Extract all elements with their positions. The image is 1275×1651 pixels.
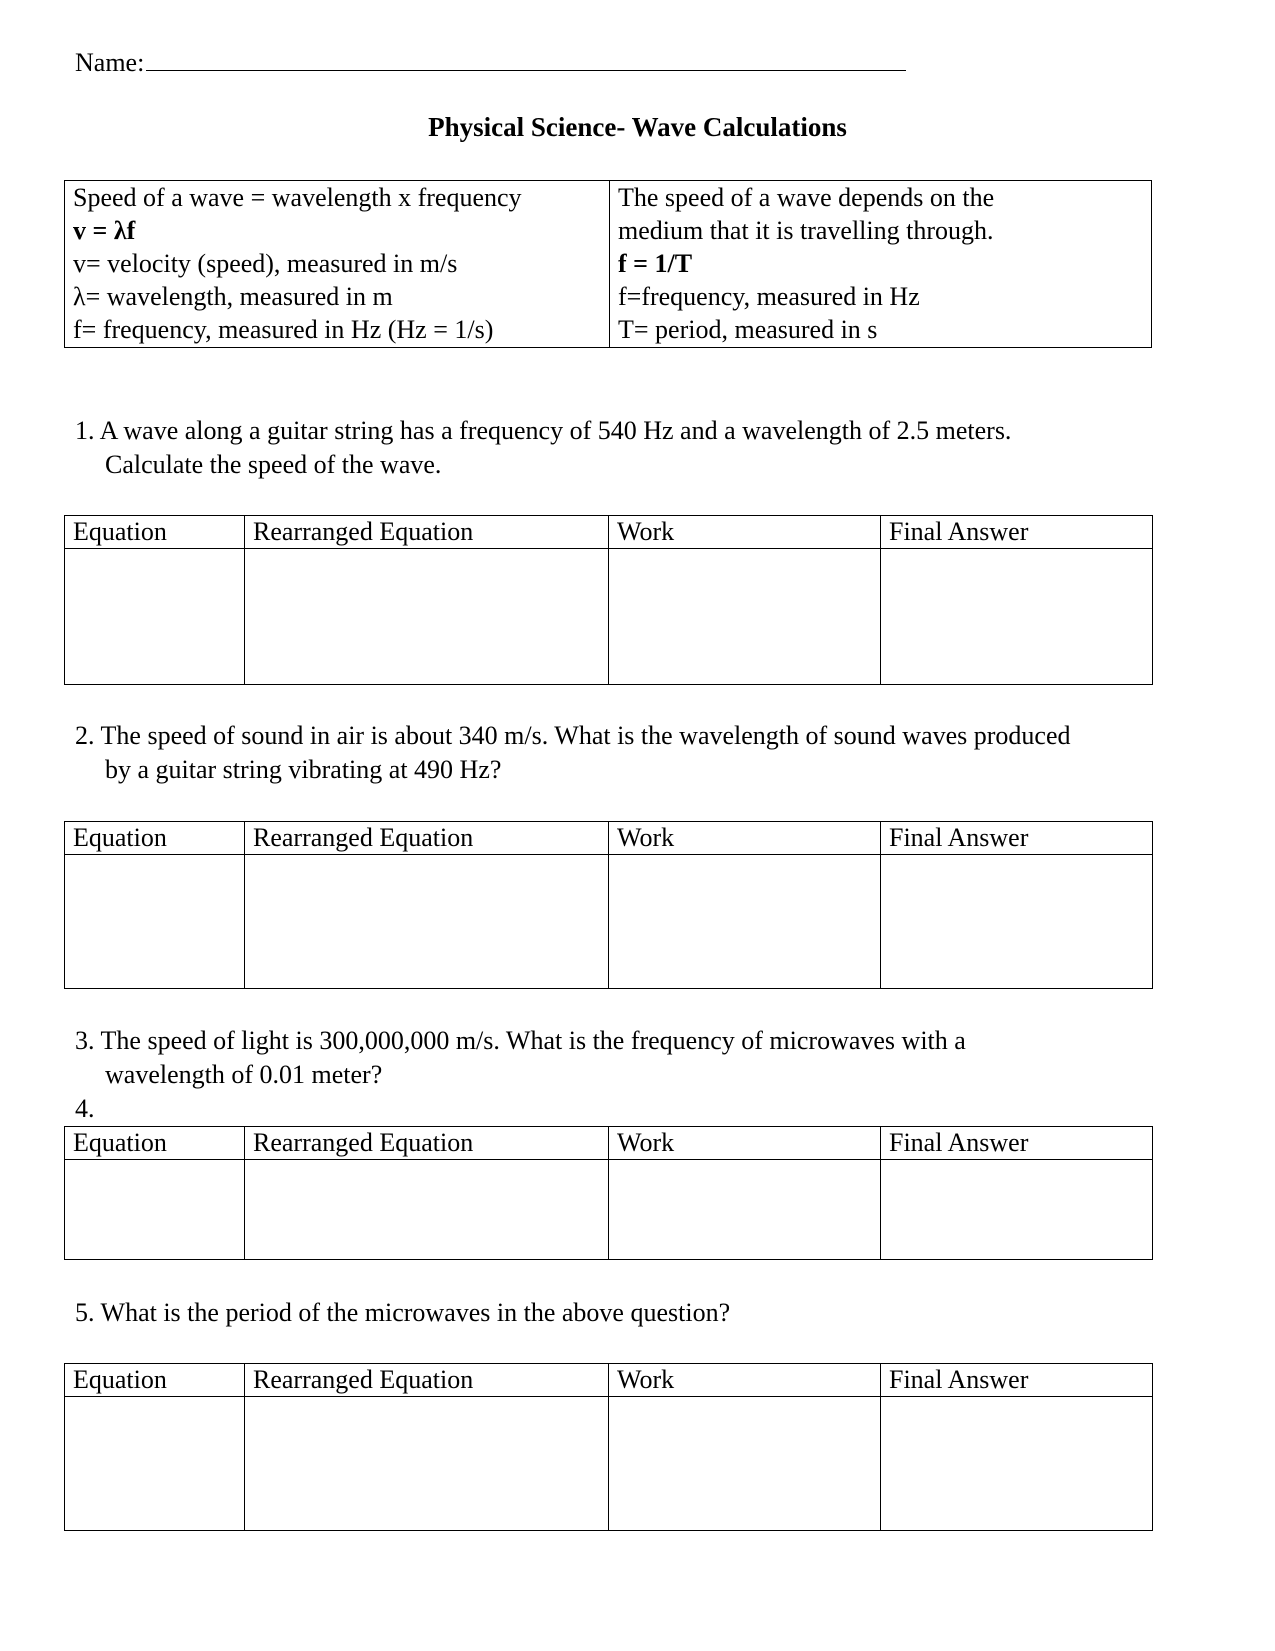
cell-rearranged-equation[interactable]	[245, 1397, 609, 1531]
formula-column-left	[65, 181, 610, 347]
question-1	[75, 414, 1225, 482]
question-text: 3. The speed of light is 300,000,000 m/s. What is the frequency of microwaves with a	[75, 1026, 966, 1055]
cell-equation[interactable]	[65, 1397, 245, 1531]
header-equation: Equation	[65, 822, 245, 855]
header-work: Work	[609, 822, 881, 855]
cell-rearranged-equation[interactable]	[245, 855, 609, 989]
question-text: 2. The speed of sound in air is about 340 m/s. What is the wavelength of sound waves produced	[75, 721, 1071, 750]
name-field[interactable]	[75, 44, 906, 78]
page-title: Physical Science- Wave Calculations	[428, 112, 847, 142]
cell-rearranged-equation[interactable]	[245, 549, 609, 685]
cell-final-answer[interactable]	[881, 1160, 1153, 1260]
header-final-answer: Final Answer	[881, 1127, 1153, 1160]
header-rearranged-equation: Rearranged Equation	[245, 516, 609, 549]
question-text: Calculate the speed of the wave.	[105, 450, 442, 479]
header-final-answer: Final Answer	[881, 516, 1153, 549]
formula-column-right	[610, 181, 1151, 347]
formula-line: λ= wavelength, measured in m	[73, 282, 393, 311]
question-2	[75, 719, 1225, 787]
cell-work[interactable]	[609, 855, 881, 989]
formula-line: medium that it is travelling through.	[618, 216, 994, 245]
question-5	[75, 1296, 1225, 1330]
header-equation: Equation	[65, 1364, 245, 1397]
header-work: Work	[609, 1364, 881, 1397]
cell-final-answer[interactable]	[881, 549, 1153, 685]
question-3	[75, 1024, 1225, 1126]
formula-line: f= frequency, measured in Hz (Hz = 1/s)	[73, 315, 494, 344]
formula-reference-box	[64, 180, 1152, 348]
header-rearranged-equation: Rearranged Equation	[245, 1127, 609, 1160]
header-rearranged-equation: Rearranged Equation	[245, 1364, 609, 1397]
formula-line: The speed of a wave depends on the	[618, 183, 995, 212]
formula-line: T= period, measured in s	[618, 315, 878, 344]
cell-final-answer[interactable]	[881, 855, 1153, 989]
question-text: 1. A wave along a guitar string has a frequency of 540 Hz and a wavelength of 2.5 meters.	[75, 416, 1012, 445]
header-rearranged-equation: Rearranged Equation	[245, 822, 609, 855]
name-label: Name:	[75, 48, 145, 77]
answer-table-4	[64, 1363, 1153, 1531]
cell-work[interactable]	[609, 549, 881, 685]
cell-work[interactable]	[609, 1397, 881, 1531]
name-blank-line[interactable]	[146, 44, 906, 71]
answer-table-3	[64, 1126, 1153, 1260]
formula-equation-speed: v = λf	[73, 216, 136, 245]
header-work: Work	[609, 1127, 881, 1160]
cell-final-answer[interactable]	[881, 1397, 1153, 1531]
cell-rearranged-equation[interactable]	[245, 1160, 609, 1260]
question-text: by a guitar string vibrating at 490 Hz?	[105, 755, 502, 784]
formula-line: v= velocity (speed), measured in m/s	[73, 249, 458, 278]
header-equation: Equation	[65, 1127, 245, 1160]
answer-table-1	[64, 515, 1153, 685]
header-work: Work	[609, 516, 881, 549]
cell-equation[interactable]	[65, 855, 245, 989]
header-final-answer: Final Answer	[881, 1364, 1153, 1397]
question-text: wavelength of 0.01 meter?	[105, 1060, 383, 1089]
question-number-4: 4.	[75, 1094, 95, 1123]
header-final-answer: Final Answer	[881, 822, 1153, 855]
formula-line: Speed of a wave = wavelength x frequency	[73, 183, 522, 212]
cell-equation[interactable]	[65, 549, 245, 685]
cell-equation[interactable]	[65, 1160, 245, 1260]
formula-line: f=frequency, measured in Hz	[618, 282, 920, 311]
formula-equation-period: f = 1/T	[618, 249, 693, 278]
question-text: 5. What is the period of the microwaves in the above question?	[75, 1298, 731, 1327]
answer-table-2	[64, 821, 1153, 989]
cell-work[interactable]	[609, 1160, 881, 1260]
header-equation: Equation	[65, 516, 245, 549]
